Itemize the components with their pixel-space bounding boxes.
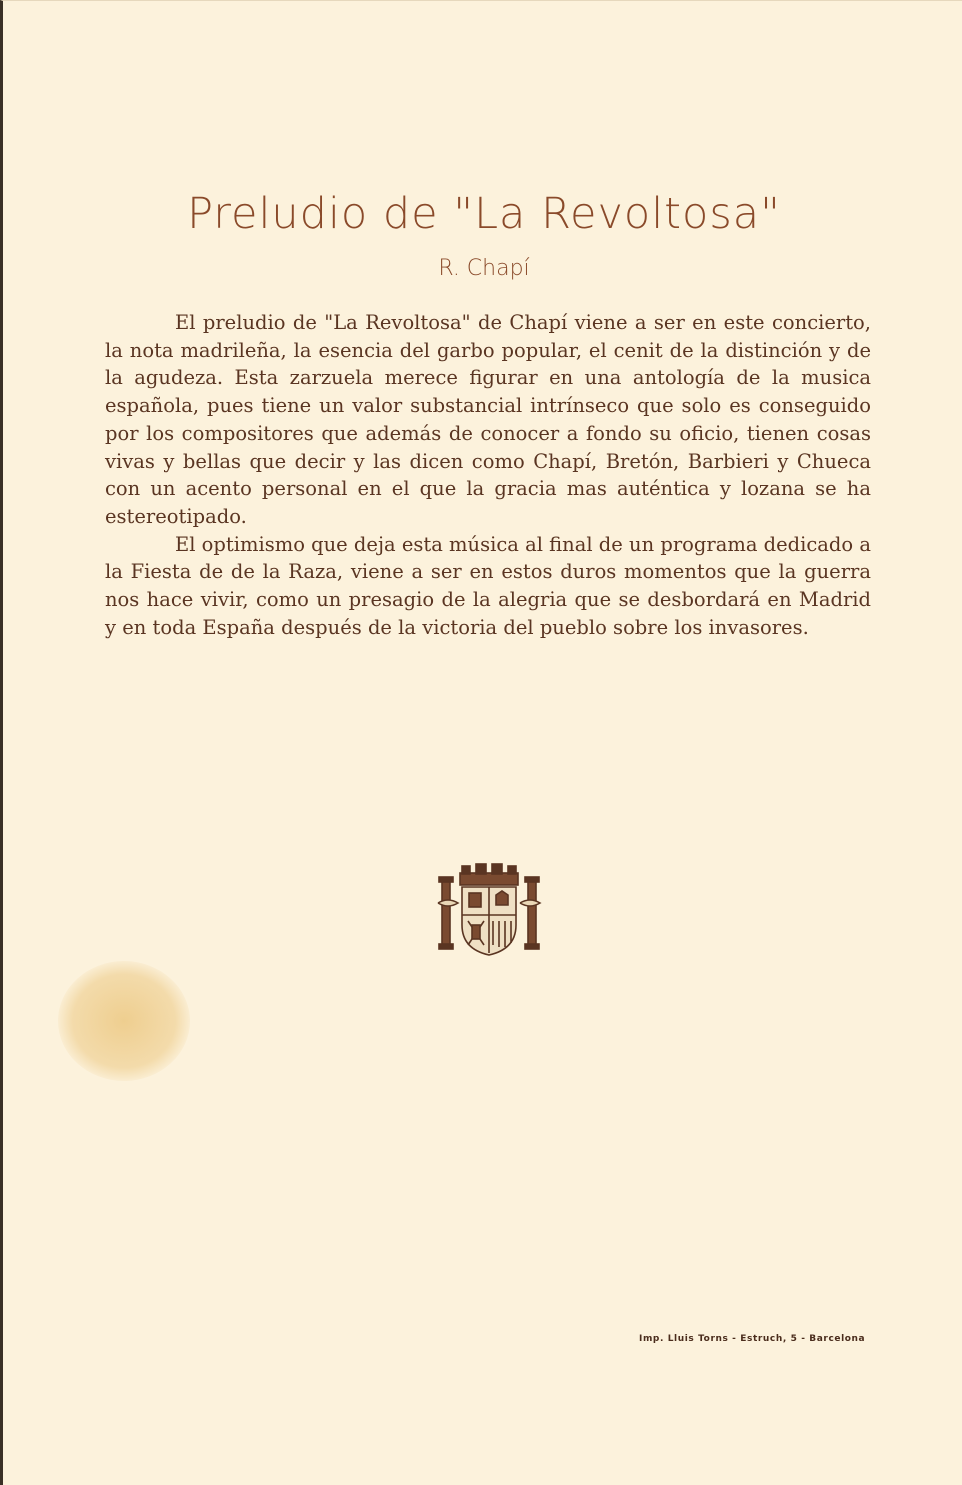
author-name: R. Chapí	[438, 256, 530, 281]
paragraph-2: El optimismo que deja esta música al final de un programa dedicado a la Fiesta de de la Raza, viene a ser en estos duros momentos que la guerra nos hace vivir, como un presagio de la alegria que se desbordará en Madrid y en toda España después de la victoria del pueblo sobre los invasores.	[105, 532, 871, 639]
body-text	[105, 309, 871, 641]
coat-of-arms-icon	[436, 863, 542, 958]
paper-stain	[58, 961, 190, 1081]
page-title: Preludio de "La Revoltosa"	[187, 189, 781, 239]
paragraph-1: El preludio de "La Revoltosa" de Chapí viene a ser en este concierto, la nota madrileña, la esencia del garbo popular, el cenit de la distinción y de la agudeza. Esta zarzuela merece figurar en una antología de la musica española, pues tiene un valor substancial intrínseco que solo es conseguido por los compositores que además de conocer a fondo su oficio, tienen cosas vivas y bellas que decir y las dicen como Chapí, Bretón, Barbieri y Chueca con un acento personal en el que la gracia mas auténtica y lozana se ha estereotipado.	[105, 311, 871, 528]
imprint-text: Imp. Lluis Torns - Estruch, 5 - Barcelona	[639, 1334, 866, 1344]
